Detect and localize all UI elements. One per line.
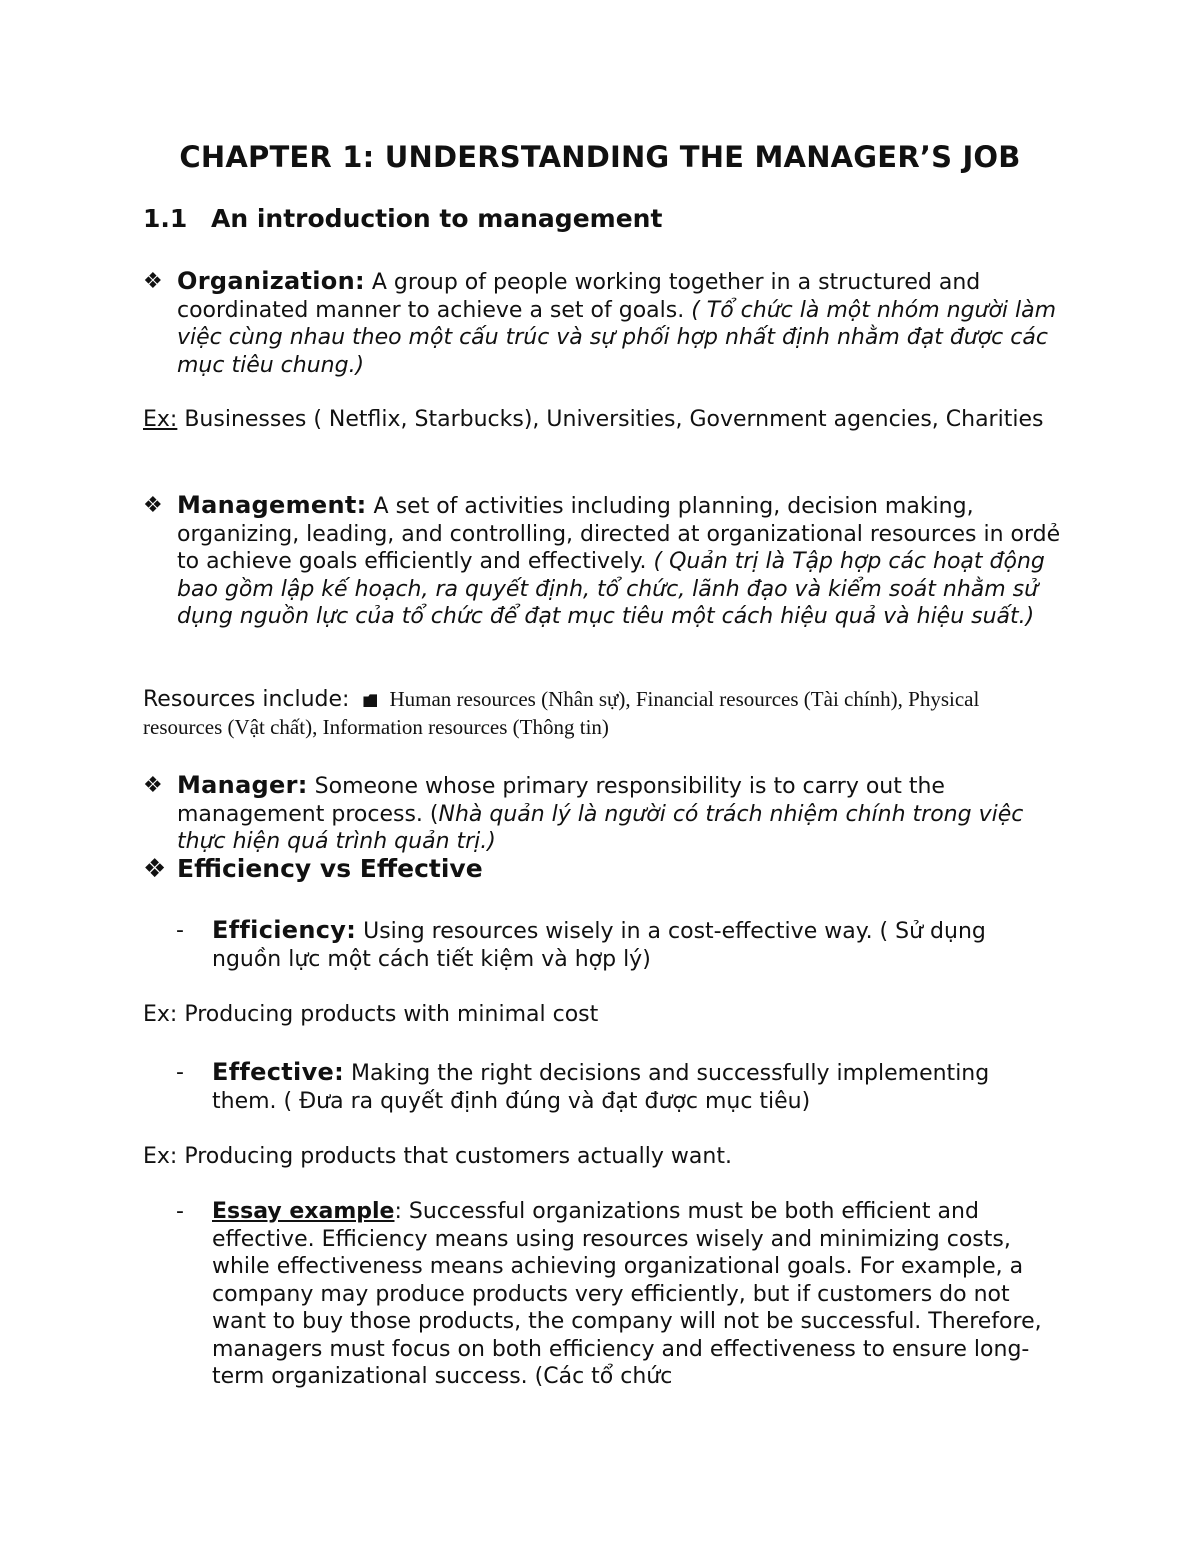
diamond-bullet-icon: ❖ xyxy=(143,773,163,798)
effective-item xyxy=(176,1059,1056,1115)
effective-definition: Making the right decisions and successfully implementing them. ( Đưa ra quyết định đúng và đạt được mục tiêu) xyxy=(212,1061,990,1114)
example-label: Ex: xyxy=(143,407,178,432)
section-title: An introduction to management xyxy=(211,204,663,233)
resources-list: Human resources (Nhân sự), Financial resources (Tài chính), Physical resources (Vật chất), Information resources (Thông tin) xyxy=(143,687,980,739)
management-term: Management: xyxy=(177,491,367,519)
essay-label: Essay example xyxy=(212,1199,395,1224)
chapter-title: CHAPTER 1: UNDERSTANDING THE MANAGER’S JOB xyxy=(179,140,1021,174)
organization-definition: A group of people working together in a structured and coordinated manner to achieve a set of goals. xyxy=(177,270,981,323)
dash-bullet: - xyxy=(176,918,184,943)
effective-example: Ex: Producing products that customers actually want. xyxy=(143,1144,732,1169)
example-text: Businesses ( Netflix, Starbucks), Universities, Government agencies, Charities xyxy=(177,407,1044,432)
diamond-bullet-icon: ❖ xyxy=(143,493,163,518)
dash-bullet: - xyxy=(176,1060,184,1085)
folder-icon xyxy=(363,693,377,707)
efficiency-heading xyxy=(143,854,483,884)
dash-bullet: - xyxy=(176,1199,184,1224)
organization-example xyxy=(143,406,1053,434)
essay-item xyxy=(176,1198,1056,1391)
management-definition: A set of activities including planning, decision making, organizing, leading, and controlling, directed at organizational resources in ordẻ to achieve goals efficiently and effectively. xyxy=(177,494,1061,574)
effective-term: Effective: xyxy=(212,1058,344,1086)
manager-term: Manager: xyxy=(177,771,308,799)
section-heading xyxy=(143,204,662,233)
manager-item xyxy=(143,772,1063,856)
resources-paragraph xyxy=(143,686,1053,741)
diamond-bullet-icon: ❖ xyxy=(143,269,163,294)
diamond-bullet-icon: ❖ xyxy=(143,854,167,884)
efficiency-heading-text: Efficiency vs Effective xyxy=(177,854,483,883)
essay-text: : Successful organizations must be both efficient and effective. Efficiency means using resources wisely and minimizing costs, while effectiveness means achieving organizational goals. For example, a company may produce products very efficiently, but if customers do not want to buy those products, the company will not be successful. Therefore, managers must focus on both efficiency and effectiveness to ensure long-term organizational success. (Các tổ chức xyxy=(212,1199,1042,1389)
organization-term: Organization: xyxy=(177,267,365,295)
management-vietnamese: ( Quản trị là Tập hợp các hoạt động bao gồm lập kế hoạch, ra quyết định, tổ chức, lãnh đạo và kiểm soát nhằm sử dụng nguồn lực của tổ chức để đạt mục tiêu một cách hiệu quả và hiệu suất.) xyxy=(177,549,1045,629)
resources-label: Resources include: xyxy=(143,687,350,712)
efficiency-item xyxy=(176,917,1056,973)
manager-definition: Someone whose primary responsibility is to carry out the management process. ( xyxy=(177,774,945,827)
management-item xyxy=(143,492,1063,631)
organization-item xyxy=(143,268,1063,379)
efficiency-definition: Using resources wisely in a cost-effective way. ( Sử dụng nguồn lực một cách tiết kiệm và hợp lý) xyxy=(212,919,986,972)
efficiency-term: Efficiency: xyxy=(212,916,357,944)
organization-vietnamese: ( Tổ chức là một nhóm người làm việc cùng nhau theo một cấu trúc và sự phối hợp nhất định nhằm đạt được các mục tiêu chung.) xyxy=(177,297,1057,378)
manager-vietnamese: Nhà quản lý là người có trách nhiệm chính trong việc thực hiện quá trình quản trị.) xyxy=(177,801,1024,854)
efficiency-example: Ex: Producing products with minimal cost xyxy=(143,1002,599,1027)
section-number: 1.1 xyxy=(143,204,188,233)
